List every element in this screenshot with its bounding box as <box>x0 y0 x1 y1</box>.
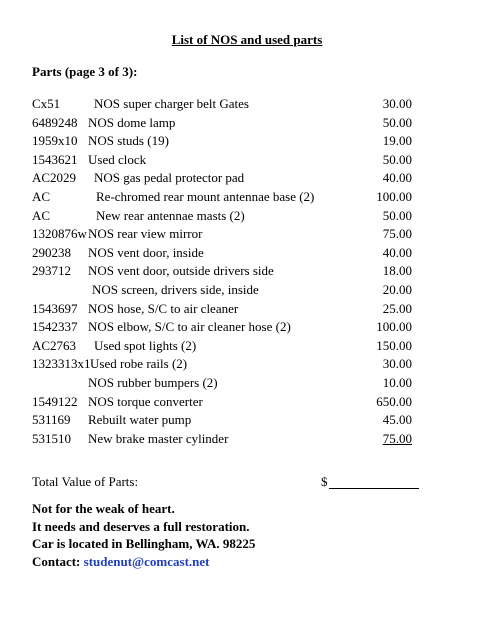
contact-line <box>32 553 255 571</box>
list-item <box>32 374 412 393</box>
part-price: 650.00 <box>376 393 412 409</box>
list-item <box>32 132 412 151</box>
part-description: NOS elbow, S/C to air cleaner hose (2) <box>88 319 291 335</box>
part-number: 6489248 <box>32 114 78 130</box>
part-number: AC2029 <box>32 170 77 186</box>
part-number: 1320876w <box>32 226 87 242</box>
list-item <box>32 151 412 170</box>
total-label: Total Value of Parts: <box>32 474 139 489</box>
part-price: 45.00 <box>382 412 412 428</box>
total-currency: $ <box>321 474 328 489</box>
part-description: NOS dome lamp <box>88 114 176 130</box>
part-price: 50.00 <box>382 151 412 167</box>
page-title: List of NOS and used parts <box>171 32 323 47</box>
note-line-2: It needs and deserves a full restoration. <box>32 518 250 534</box>
part-description: NOS vent door, outside drivers side <box>88 263 274 279</box>
part-price: 150.00 <box>376 337 412 353</box>
list-item <box>32 300 412 319</box>
part-number: 290238 <box>32 244 71 260</box>
part-number: 293712 <box>32 263 71 279</box>
part-number: 1543621 <box>32 151 78 167</box>
list-item <box>32 355 412 374</box>
part-number: 1543697 <box>32 300 78 316</box>
part-price: 25.00 <box>382 300 412 316</box>
list-item <box>32 244 412 263</box>
part-price: 40.00 <box>382 170 412 186</box>
part-number: 1323313x1 <box>32 356 91 372</box>
part-number: 1542337 <box>32 319 78 335</box>
part-description: Used spot lights (2) <box>94 337 197 353</box>
list-item <box>32 318 412 337</box>
part-description: Rebuilt water pump <box>88 412 192 428</box>
part-description: New rear antennae masts (2) <box>96 207 245 223</box>
list-item <box>32 169 412 188</box>
part-description: NOS vent door, inside <box>88 244 204 260</box>
part-price: 18.00 <box>382 263 412 279</box>
notes-block <box>32 500 255 570</box>
list-item <box>32 207 412 226</box>
part-price: 100.00 <box>376 319 412 335</box>
part-price: 19.00 <box>382 133 412 149</box>
part-description: New brake master cylinder <box>88 430 229 446</box>
list-item <box>32 225 412 244</box>
part-description: NOS screen, drivers side, inside <box>92 281 259 297</box>
part-number: 531510 <box>32 430 71 446</box>
contact-label: Contact: <box>32 553 84 569</box>
list-item <box>32 430 412 449</box>
parts-list <box>32 95 412 448</box>
list-item <box>32 411 412 430</box>
contact-email[interactable]: studenut@comcast.net <box>83 553 210 569</box>
part-description: Re-chromed rear mount antennae base (2) <box>96 188 315 204</box>
part-number: AC <box>32 188 51 204</box>
part-description: Used robe rails (2) <box>90 356 188 372</box>
note-line-1: Not for the weak of heart. <box>32 501 175 516</box>
total-blank-line <box>329 488 419 489</box>
part-price: 20.00 <box>382 281 412 297</box>
part-price: 50.00 <box>382 207 412 223</box>
part-number: AC <box>32 207 51 223</box>
part-price: 75.00 <box>382 226 412 242</box>
part-description: NOS gas pedal protector pad <box>94 170 245 186</box>
part-price: 10.00 <box>382 374 412 390</box>
part-price: 30.00 <box>382 96 412 111</box>
part-number: 531169 <box>32 412 71 428</box>
part-description: NOS super charger belt Gates <box>94 96 249 111</box>
part-description: NOS rubber bumpers (2) <box>88 374 218 390</box>
part-price: 100.00 <box>376 188 412 204</box>
page-subtitle: Parts (page 3 of 3): <box>32 64 138 79</box>
part-price: 75.00 <box>382 430 412 446</box>
list-item <box>32 188 412 207</box>
note-line-3: Car is located in Bellingham, WA. 98225 <box>32 536 256 551</box>
list-item <box>32 114 412 133</box>
part-price: 30.00 <box>382 356 412 372</box>
part-number: Cx51 <box>32 96 61 111</box>
part-number: AC2763 <box>32 337 77 353</box>
part-price: 50.00 <box>382 114 412 130</box>
part-description: NOS rear view mirror <box>88 226 203 242</box>
part-description: NOS torque converter <box>88 393 203 409</box>
part-description: NOS studs (19) <box>88 133 169 149</box>
list-item <box>32 281 412 300</box>
list-item <box>32 393 412 412</box>
part-description: NOS hose, S/C to air cleaner <box>88 300 239 316</box>
part-number: 1549122 <box>32 393 78 409</box>
part-number: 1959x10 <box>32 133 78 149</box>
list-item <box>32 337 412 356</box>
list-item <box>32 262 412 281</box>
part-price: 40.00 <box>382 244 412 260</box>
part-description: Used clock <box>88 151 147 167</box>
list-item <box>32 95 412 114</box>
